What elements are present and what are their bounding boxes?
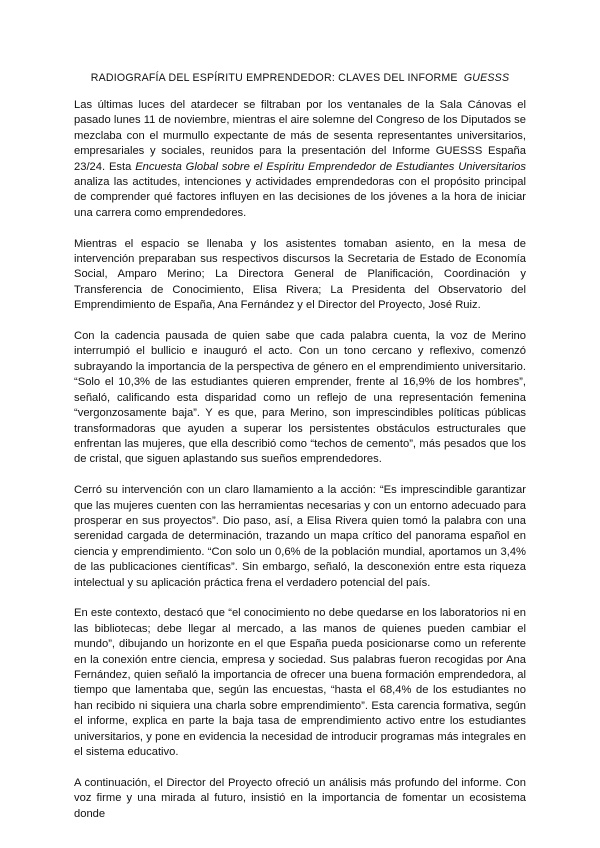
document-body	[74, 98, 526, 837]
paragraph-1-rest: analiza las actitudes, intenciones y actividades emprendedoras con el propósito principal de comprender qué factores influyen en las decisiones de los jóvenes a la hora de iniciar una carrera como emprendedores.	[74, 176, 526, 219]
paragraph-5: En este contexto, destacó que “el conocimiento no debe quedarse en los laboratorios ni en las bibliotecas; debe llegar al mercado, a las manos de quienes pueden cambiar el mundo”, dibujando un horizonte en el que España pueda posicionarse como un referente en la conexión entre ciencia, empresa y sociedad. Sus palabras fueron recogidas por Ana Fernández, quien señaló la importancia de ofrecer una buena formación emprendedora, al tiempo que lamentaba que, según las encuestas, “hasta el 68,4% de los estudiantes no han recibido ni siquiera una charla sobre emprendimiento”. Esta carencia formativa, según el informe, explica en parte la baja tasa de emprendimiento activo entre los estudiantes universitarios, y pone en evidencia la necesidad de introducir programas más integrales en el sistema educativo.	[74, 607, 526, 758]
paragraph-6: A continuación, el Director del Proyecto ofreció un análisis más profundo del informe. Con voz firme y una mirada al futuro, insistió en la importancia de fomentar un ecosistema donde	[74, 776, 526, 820]
paragraph-1-intro: Las últimas luces del atardecer se filtraban por los ventanales de la Sala Cánovas el pasado lunes 11 de noviembre, mientras el aire solemne del Congreso de los Diputados se mezclaba con el murmullo expectante de más de sesenta representantes universitarios, empresariales y sociales, reunidos para la presentación del Informe GUESSS España 23/24. Esta	[74, 99, 526, 173]
paragraph-2: Mientras el espacio se llenaba y los asistentes tomaban asiento, en la mesa de intervención preparaban sus respectivos discursos la Secretaria de Estado de Economía Social, Amparo Merino; La Directora General de Planificación, Coordinación y Transferencia de Conocimiento, Elisa Rivera; La Presidenta del Observatorio del Emprendimiento de España, Ana Fernández y el Director del Proyecto, José Ruiz.	[74, 237, 526, 312]
title-italic-acronym: GUESSS	[463, 72, 510, 84]
title-text: RADIOGRAFÍA DEL ESPÍRITU EMPRENDEDOR: CLAVES DEL INFORME	[90, 72, 458, 84]
document-title	[74, 72, 526, 84]
paragraph-1	[74, 98, 526, 221]
paragraph-4: Cerró su intervención con un claro llamamiento a la acción: “Es imprescindible garantizar que las mujeres cuenten con las herramientas necesarias y con un entorno adecuado para prosperar en sus proyectos”. Dio paso, así, a Elisa Rivera quien tomó la palabra con una serenidad cargada de determinación, trazando un mapa crítico del panorama español en ciencia y emprendimiento. “Con solo un 0,6% de la población mundial, aportamos un 3,4% de las publicaciones científicas”. Sin embargo, señaló, la desconexión entre esta riqueza intelectual y su aplicación práctica frena el verdadero potencial del país.	[74, 484, 526, 589]
paragraph-1-italic-survey-name: Encuesta Global sobre el Espíritu Emprendedor de Estudiantes Universitarios	[135, 160, 526, 173]
paragraph-3: Con la cadencia pausada de quien sabe que cada palabra cuenta, la voz de Merino interrumpió el bullicio e inauguró el acto. Con un tono cercano y reflexivo, comenzó subrayando la importancia de la perspectiva de género en el emprendimiento universitario. “Solo el 10,3% de las estudiantes quieren emprender, frente al 16,9% de los hombres”, señaló, calificando esta disparidad como un reflejo de una representación femenina “vergonzosamente baja”. Y es que, para Merino, son imprescindibles políticas públicas transformadoras que ayuden a superar los persistentes obstáculos estructurales que enfrentan las mujeres, que ella describió como “techos de cemento”, más pesados que los de cristal, que siguen aplastando sus sueños emprendedores.	[74, 330, 526, 466]
